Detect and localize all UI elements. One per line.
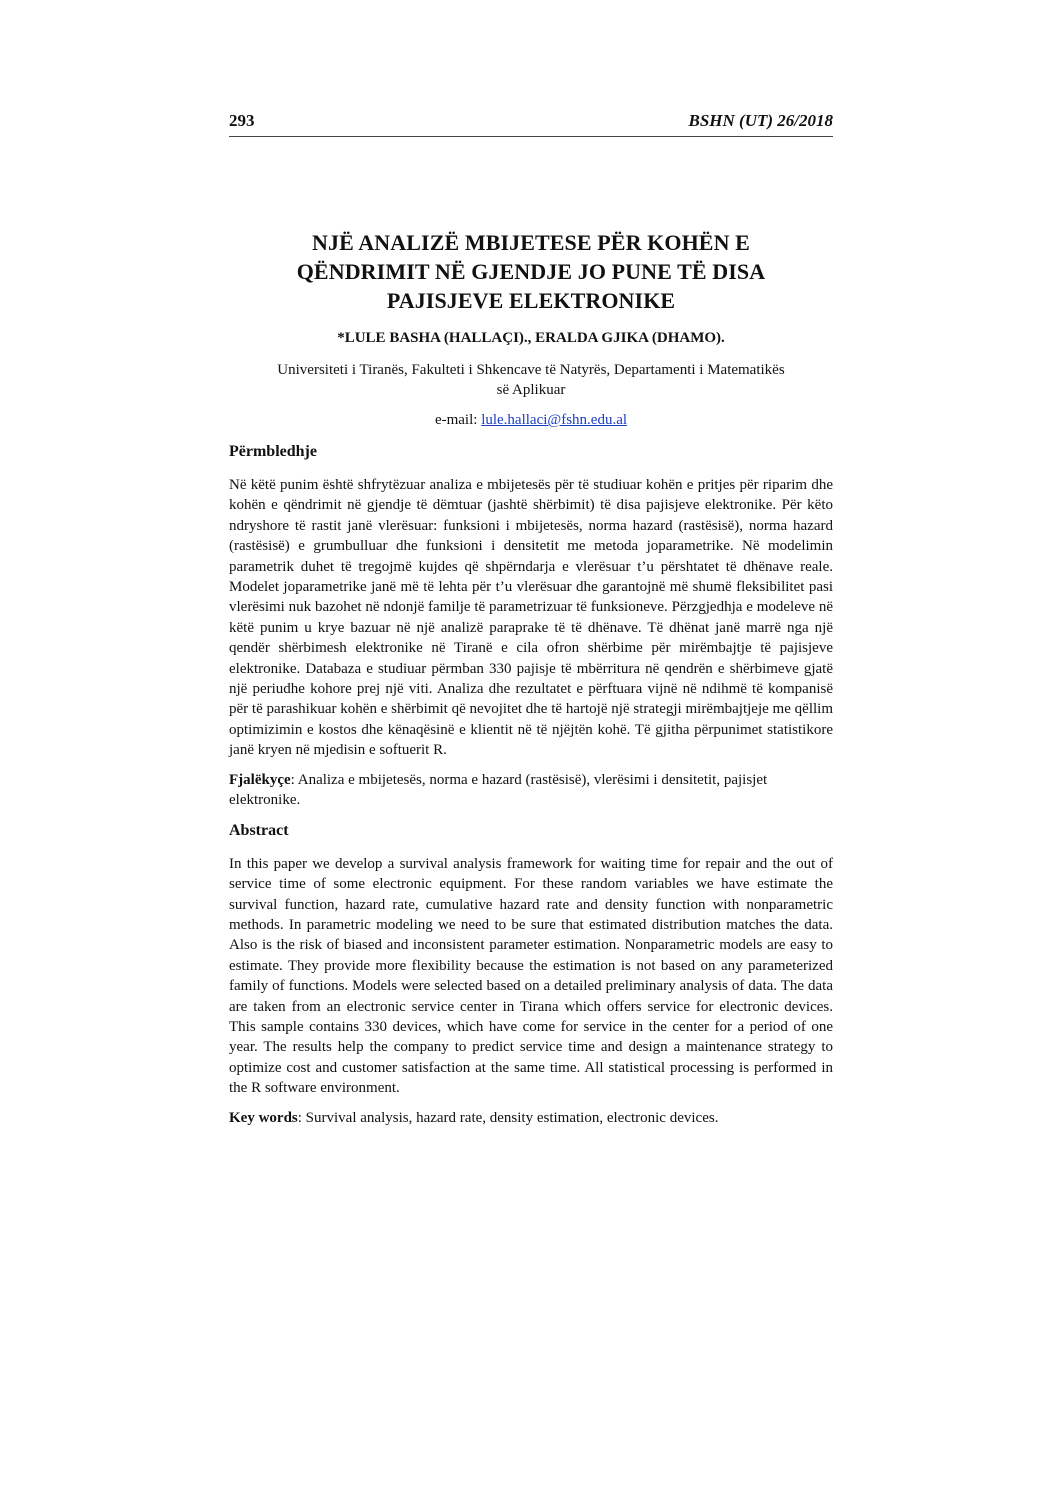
keywords-list-en: : Survival analysis, hazard rate, density estimation, electronic devices. [297, 1109, 719, 1126]
title-line-3: PAJISJEVE ELEKTRONIKE [386, 288, 676, 313]
abstract-heading: Abstract [229, 821, 289, 839]
keywords-label-en: Key words [229, 1109, 298, 1126]
email-link[interactable]: lule.hallaci@fshn.edu.al [481, 412, 628, 428]
affiliation-line-2: së Aplikuar [496, 382, 566, 398]
keywords-label-sq: Fjalëkyçe [229, 771, 291, 788]
title-line-1: NJË ANALIZË MBIJETESE PËR KOHËN E [312, 230, 750, 255]
abstract-keywords [229, 1108, 833, 1128]
keywords-list-sq: : Analiza e mbijetesës, norma e hazard (rastësisë), vlerësimi i densitetit, pajisjet elektronike. [229, 771, 768, 808]
permbledhje-text: Në këtë punim është shfrytëzuar analiza e mbijetesës për të studiuar kohën e pritjes për riparim dhe kohën e qëndrimit në gjendje të dëmtuar (jashtë shërbimit) të disa pajisjeve elektronike. Për këto ndryshore të rastit janë vlerësuar: funksioni i mbijetesës, norma hazard (rastësisë), norma hazard (rastësisë) e grumbulluar dhe funksioni i densitetit me metoda joparametrike. Në modelimin parametrik duhet të tregojmë kujdes që shpërndarja e vlerësuar t’u përshtatet të dhënave reale. Modelet joparametrike janë më të lehta për t’u vlerësuar dhe garantojnë më shumë fleksibilitet pasi vlerësimi nuk bazohet në ndonjë familje të parametrizuar të funksioneve. Përzgjedhja e modeleve në këtë punim u krye bazuar në një analizë paraprake të të dhënave. Të dhënat janë marrë nga një qendër shërbimesh elektronike në Tiranë e cila ofron shërbime për mirëmbajtje të pajisjeve elektronike. Databaza e studiuar përmban 330 pajisje të mbërritura në qendrën e shërbimeve gjatë një periudhe kohore prej një viti. Analiza dhe rezultatet e përftuara vijnë në ndihmë të kompanisë për të parashikuar kohën e shërbimit që nevojitet dhe të hartojë një strategji mirëmbajtjeje me qëllim optimizimin e kostos dhe kënaqësinë e klientit në të njëjtën kohë. Të gjitha përpunimet statistikore janë kryen në mjedisin e softuerit R. [229, 477, 833, 759]
title-line-2: QËNDRIMIT NË GJENDJE JO PUNE TË DISA [296, 259, 766, 284]
paper-title [229, 228, 833, 315]
permbledhje-keywords [229, 770, 833, 810]
author-list: *LULE BASHA (HALLAÇI)., ERALDA GJIKA (DHAMO). [337, 330, 725, 346]
running-header [229, 111, 833, 137]
email-label: e-mail: [434, 412, 482, 428]
journal-reference: BSHN (UT) 26/2018 [688, 111, 833, 130]
contact-email [229, 410, 833, 430]
affiliation [229, 360, 833, 400]
article-content [229, 228, 833, 1128]
abstract-text: In this paper we develop a survival analysis framework for waiting time for repair and the out of service time of some electronic equipment. For these random variables we have estimate the survival function, hazard rate, cumulative hazard rate and density function with nonparametric methods. In parametric modeling we need to be sure that estimated distribution matches the data. Also is the risk of biased and inconsistent parameter estimation. Nonparametric models are easy to estimate. They provide more flexibility because the estimation is not based on any parameterized family of functions. Models were selected based on a detailed preliminary analysis of data. The data are taken from an electronic service center in Tirana which offers service for electronic devices. This sample contains 330 devices, which have come for service in the center for a period of one year. The results help the company to predict service time and design a maintenance strategy to optimize cost and customer satisfaction at the same time. All statistical processing is performed in the R software environment. [229, 855, 833, 1097]
affiliation-line-1: Universiteti i Tiranës, Fakulteti i Shkencave të Natyrës, Departamenti i Matematikës [277, 362, 785, 378]
permbledhje-heading: Përmbledhje [229, 443, 317, 460]
header-rule [229, 136, 833, 137]
page-number: 293 [229, 111, 255, 130]
